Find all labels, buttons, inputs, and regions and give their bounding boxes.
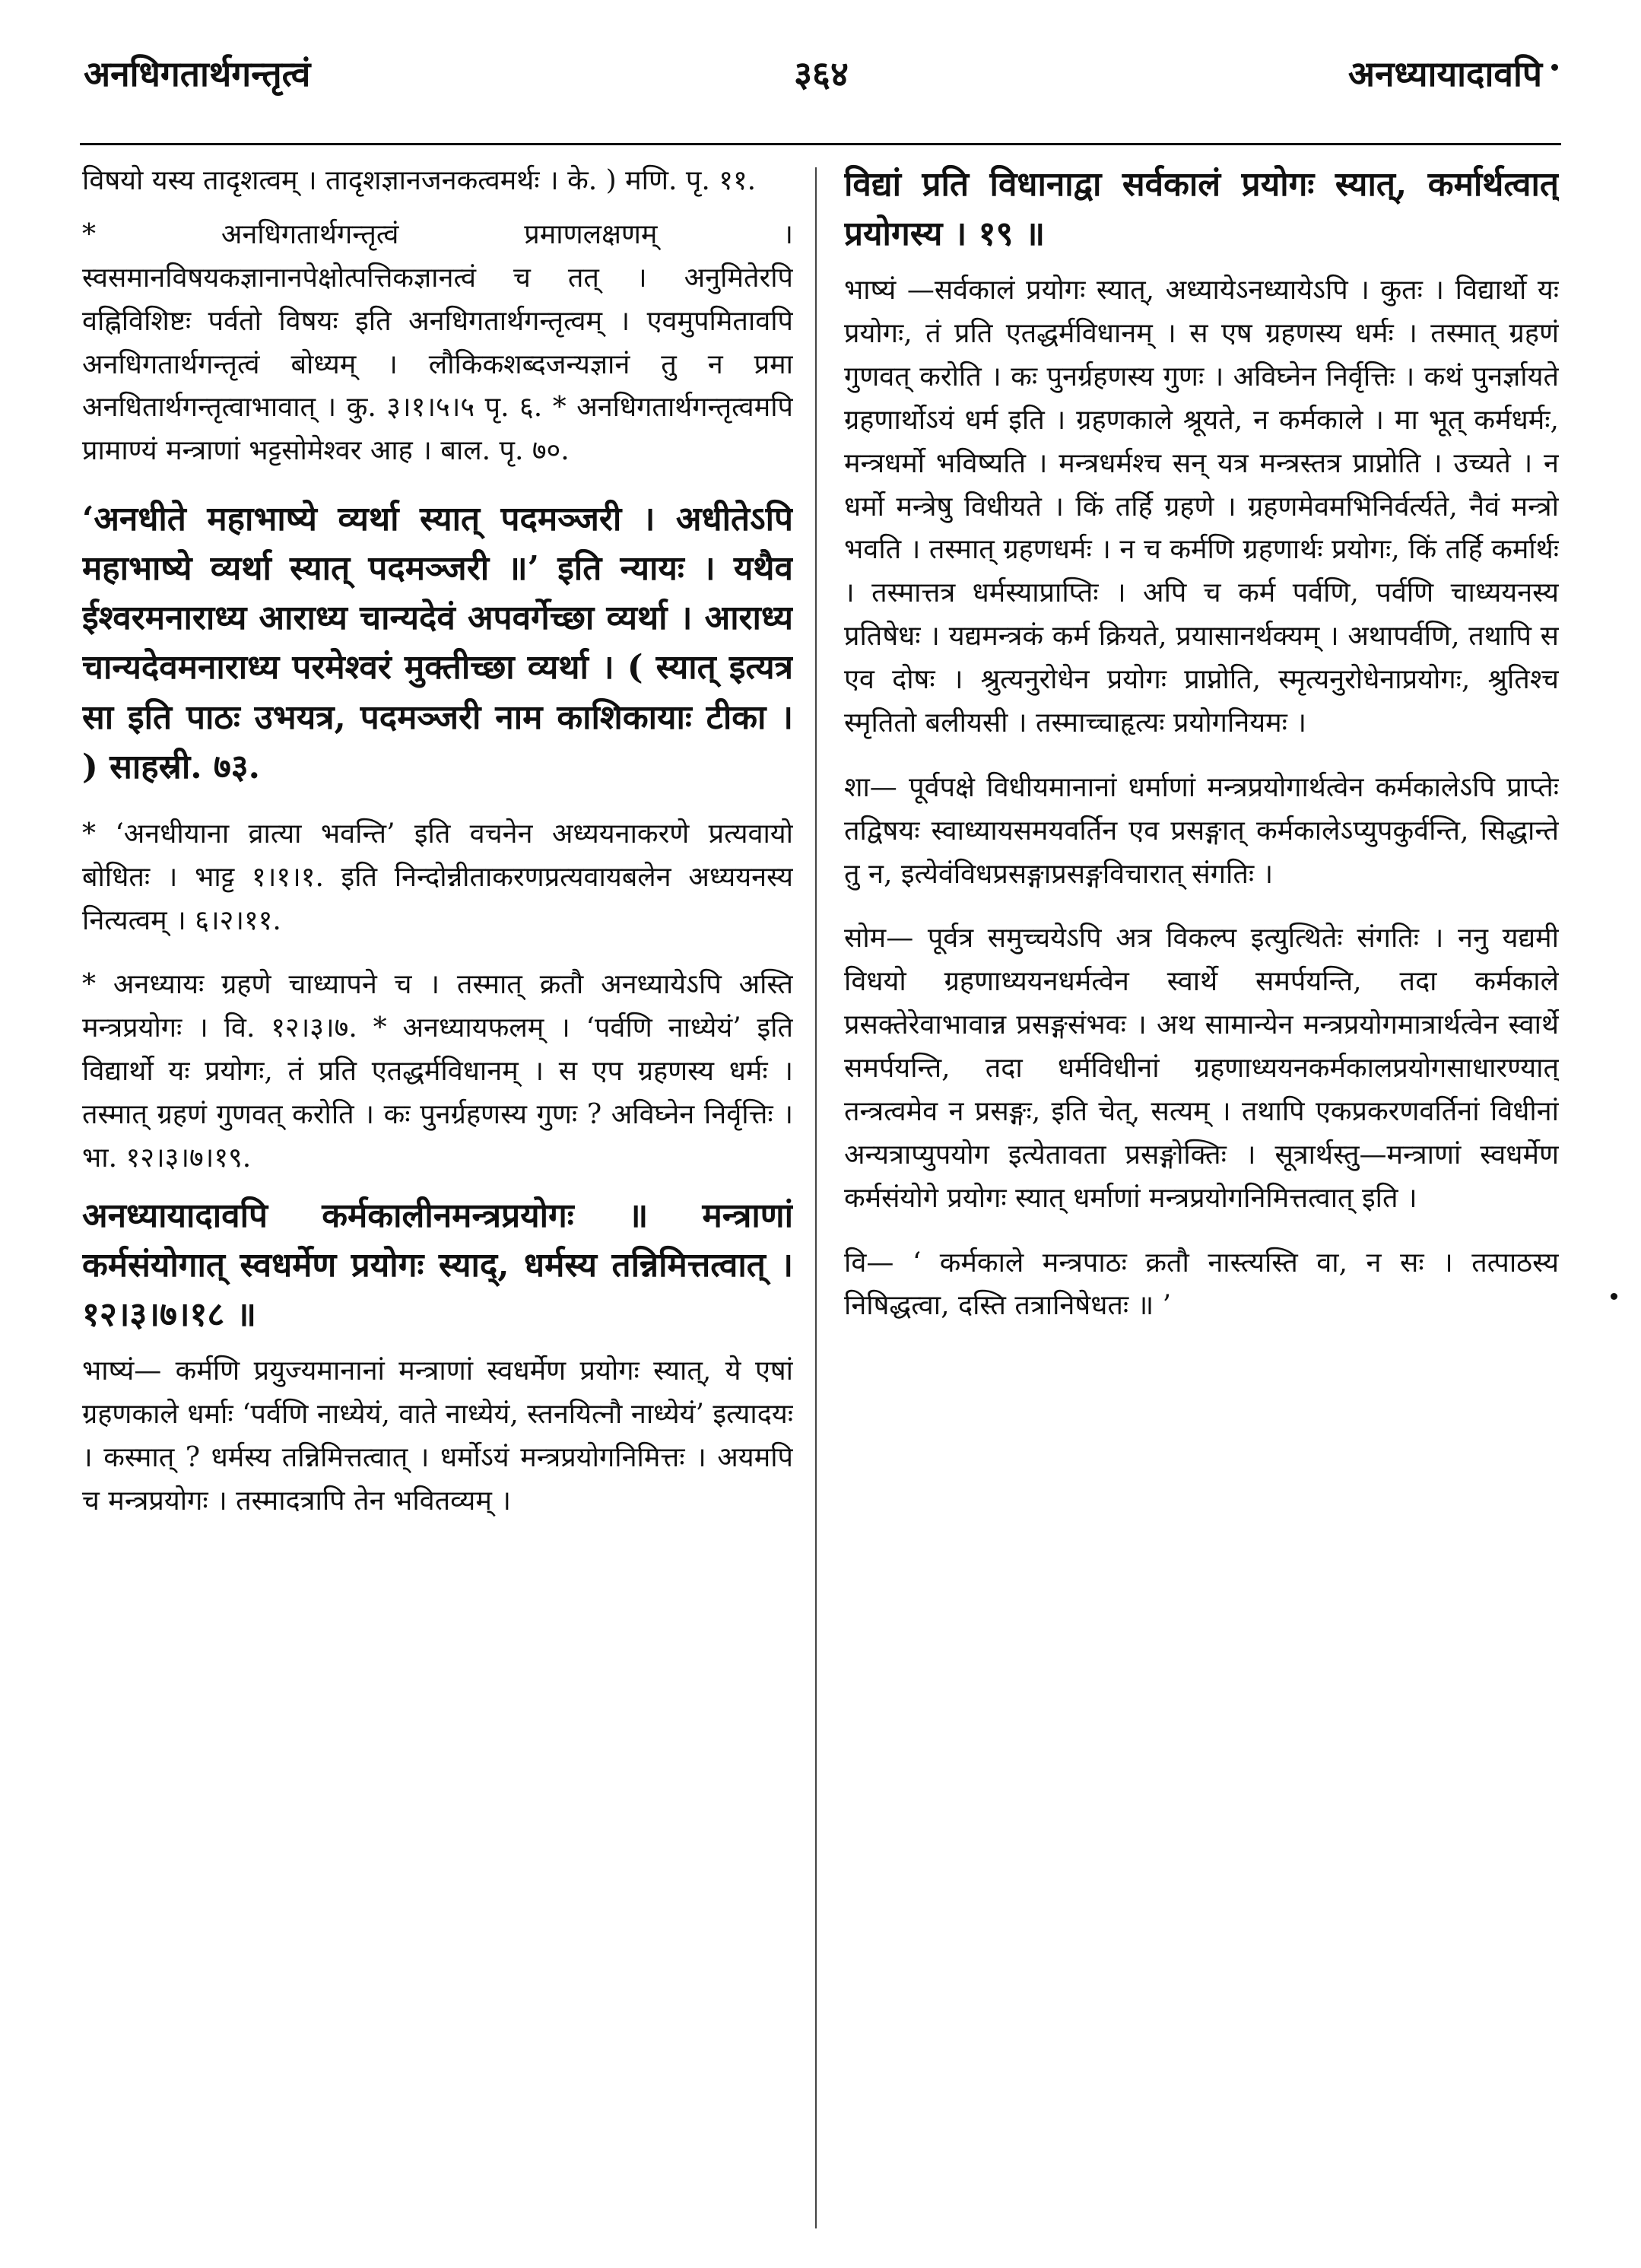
entry-anadhigatarthagantritva: * अनधिगतार्थगन्तृत्वं प्रमाणलक्षणम् । स्वसमानविषयकज्ञानानपेक्षोत्पत्तिकज्ञानत्वं च तत् । अनुमितेरपि वह्निविशिष्टः पर्वतो विषयः इति अनधिगतार्थगन्तृत्वम् । एवमुपमितावपि अनधिगतार्थगन्तृत्वं बोध्यम् । लौकिकशब्दजन्यज्ञानं तु न प्रमा अनधितार्थगन्तृत्वाभावात् । कु. ३।१।५।५ पृ. ६. * अनधिगतार्थगन्तृत्वमपि प्रामाण्यं मन्त्राणां भट्टसोमेश्वर आह । बाल. पृ. ७०.: [82, 218, 793, 467]
entry-anadhyaya: * अनध्यायः ग्रहणे चाध्यापने च । तस्मात् क्रतौ अनध्यायेऽपि अस्ति मन्त्रप्रयोगः । वि. १२।३।७. * अनध्यायफलम् । ‘पर्वणि नाध्येयं’ इति विद्यार्थो यः प्रयोगः, तं प्रति एतद्धर्मविधानम् । स एप ग्रहणस्य धर्मः । तस्मात् ग्रहणं गुणवत् करोति । कः पुनर्ग्रहणस्य गुणः ? अविघ्नेन निर्वृत्तिः । भा. १२।३।७।१९.: [82, 969, 793, 1174]
bhashya-paragraph: भाष्यं— कर्मणि प्रयुज्यमानानां मन्त्राणां स्वधर्मेण प्रयोगः स्यात्, ये एषां ग्रहणकाले धर्माः ‘पर्वणि नाध्येयं, वाते नाध्येयं, स्तनयित्नौ नाध्येयं’ इत्यादयः । कस्मात् ? धर्मस्य तन्निमित्तत्वात् । धर्मोऽयं मन्त्रप्रयोगनिमित्तः । अयमपि च मन्त्रप्रयोगः । तस्मादत्रापि तेन भवितव्यम् ।: [82, 1355, 793, 1517]
sutra-19: विद्यां प्रति विधानाद्वा सर्वकालं प्रयोगः स्यात्, कर्मार्थत्वात् प्रयोगस्य । १९ ॥: [844, 165, 1559, 254]
vi-verse: वि— ‘ कर्मकाले मन्त्रपाठः क्रतौ नास्त्यस्ति वा, न सः । तत्पाठस्य निषिद्धत्वा, दस्ति तत्रानिषेधतः ॥ ’: [844, 1247, 1559, 1322]
print-speck: [1551, 64, 1558, 71]
bhashya-sutra-19: भाष्यं —सर्वकालं प्रयोगः स्यात्, अध्यायेऽनध्यायेऽपि । कुतः । विद्यार्थो यः प्रयोगः, तं प्रति एतद्धर्मविधानम् । स एष ग्रहणस्य धर्मः । तस्मात् ग्रहणं गुणवत् करोति । कः पुनर्ग्रहणस्य गुणः । अविघ्नेन निर्वृत्तिः । कथं पुनर्ज्ञायते ग्रहणार्थोऽयं धर्म इति । ग्रहणकाले श्रूयते, न कर्मकाले । मा भूत् कर्मधर्मः, मन्त्रधर्मो भविष्यति । मन्त्रधर्मश्च सन् यत्र मन्त्रस्तत्र प्राप्नोति । उच्यते । न धर्मो मन्त्रेषु विधीयते । किं तर्हि ग्रहणे । ग्रहणमेवमभिनिर्वर्त्यते, नैवं मन्त्रो भवति । तस्मात् ग्रहणधर्मः । न च कर्मणि ग्रहणार्थः प्रयोगः, किं तर्हि कर्मार्थः । तस्मात्तत्र धर्मस्याप्राप्तिः । अपि च कर्म पर्वणि, पर्वणि चाध्ययनस्य प्रतिषेधः । यद्यमन्त्रकं कर्म क्रियते, प्रयासानर्थक्यम् । अथापर्वणि, तथापि स एव दोषः । श्रुत्यनुरोधेन प्रयोगः प्राप्नोति, स्मृत्यनुरोधेनाप्रयोगः, श्रुतिश्च स्मृतितो बलीयसी । तस्माच्चाहृत्यः प्रयोगनियमः ।: [844, 275, 1559, 739]
print-speck: [1611, 1293, 1617, 1300]
soma-comment: सोम— पूर्वत्र समुच्चयेऽपि अत्र विकल्प इत्युत्थितेः संगतिः । ननु यद्यमी विधयो ग्रहणाध्ययनधर्मत्वेन स्वार्थे समर्पयन्ति, तदा कर्मकाले प्रसक्तेरेवाभावान्न प्रसङ्गसंभवः । अथ सामान्येन मन्त्रप्रयोगमात्रार्थत्वेन स्वार्थे समर्पयन्ति, तदा धर्मविधीनां ग्रहणाध्ययनकर्मकालप्रयोगसाधारण्यात् तन्त्रत्वमेव न प्रसङ्गः, इति चेत्, सत्यम् । तथापि एकप्रकरणवर्तिनां विधीनां अन्यत्राप्युपयोग इत्येतावता प्रसङ्गोक्तिः । सूत्रार्थस्तु—मन्त्राणां स्वधर्मेण कर्मसंयोगे प्रयोगः स्यात् धर्माणां मन्त्रप्रयोगनिमित्तत्वात् इति ।: [844, 923, 1559, 1214]
column-divider: [815, 167, 817, 2228]
running-head-right: अनध्यायादावपि: [1347, 53, 1542, 94]
page-number: ३६४: [794, 53, 849, 94]
entry-anadhiyana: * ‘अनधीयाना व्रात्या भवन्ति’ इति वचनेन अध्ययनाकरणे प्रत्यवायो बोधितः । भाट्ट १।१।१. इति निन्दोन्नीताकरणप्रत्यवायबलेन अध्ययनस्य नित्यत्वम् । ६।२।११.: [82, 818, 793, 936]
adhikarana-heading: अनध्यायादावपि कर्मकालीनमन्त्रप्रयोगः ॥ मन्त्राणां कर्मसंयोगात् स्वधर्मेण प्रयोगः स्याद्, धर्मस्य तन्निमित्तत्वात् । १२।३।७।१८ ॥: [82, 1196, 793, 1334]
left-column: [82, 160, 793, 2207]
entry-continuation: विषयो यस्य तादृशत्वम् । तादृशज्ञानजनकत्वमर्थः । के. ) मणि. पृ. ११.: [82, 165, 757, 196]
entry-anadhite-nyaya: ‘अनधीते महाभाष्ये व्यर्था स्यात् पदमञ्जरी । अधीतेऽपि महाभाष्ये व्यर्था स्यात् पदमञ्जरी ॥’ इति न्यायः । यथैव ईश्वरमनाराध्य आराध्य चान्यदेवं अपवर्गेच्छा व्यर्था । आराध्य चान्यदेवमनाराध्य परमेश्वरं मुक्तीच्छा व्यर्था । ( स्यात् इत्यत्र सा इति पाठः उभयत्र, पदमञ्जरी नाम काशिकायाः टीका । ) साहस्री. ७३.: [82, 500, 793, 786]
shastradipika-comment: शा— पूर्वपक्षे विधीयमानानां धर्माणां मन्त्रप्रयोगार्थत्वेन कर्मकालेऽपि प्राप्तेः तद्विषयः स्वाध्यायसमयवर्तिन एव प्रसङ्गात् कर्मकालेऽप्युपकुर्वन्ति, सिद्धान्ते तु न, इत्येवंविधप्रसङ्गाप्रसङ्गविचारात् संगतिः ।: [844, 771, 1559, 890]
running-head-left: अनधिगतार्थगन्तृत्वं: [84, 53, 311, 94]
right-column: [844, 160, 1559, 2207]
header-rule: [80, 143, 1561, 145]
